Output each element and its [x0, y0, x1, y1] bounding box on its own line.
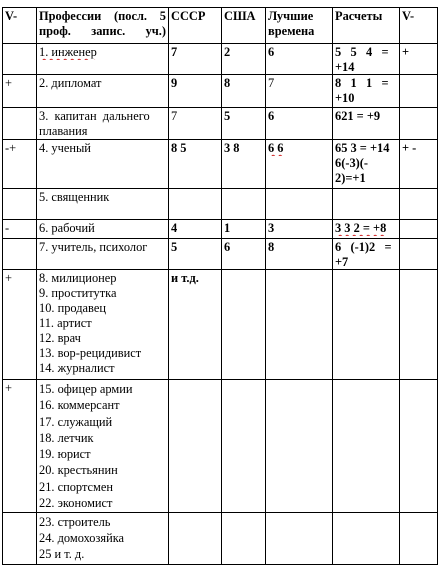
mark-cell: - — [5, 221, 10, 235]
table-border — [399, 7, 400, 565]
list-item: 8. милиционер — [39, 271, 117, 285]
table-border — [2, 564, 438, 565]
list-item: 11. артист — [39, 316, 92, 330]
calc-cell — [333, 45, 399, 75]
right-mark-cell: + — [402, 45, 410, 59]
calc-line: 6(-3)(- — [335, 156, 369, 170]
ussr-cell: 7 — [171, 45, 178, 59]
survey-table — [2, 7, 438, 565]
list-item: 17. служащий — [39, 414, 113, 429]
profession-list — [37, 381, 168, 511]
best-times-cell: 3 — [268, 221, 275, 235]
header-calculations: Расчеты — [335, 9, 383, 23]
best-times-cell: 8 — [268, 240, 275, 254]
profession-cell: 6. рабочий — [39, 221, 95, 235]
header-usa: США — [224, 9, 256, 23]
table-border — [2, 219, 438, 220]
calc-line: 65 3 = +14 — [335, 141, 390, 155]
list-item: 18. летчик — [39, 430, 94, 445]
list-item: 23. строитель — [39, 515, 111, 529]
mark-cell: -+ — [5, 141, 17, 155]
calc-line: 2)=+1 — [335, 171, 366, 185]
list-item: 14. журналист — [39, 361, 115, 375]
calc-line: +7 — [335, 255, 349, 269]
table-border — [2, 512, 438, 513]
calc-cell — [333, 240, 399, 270]
list-item: 25 и т. д. — [39, 547, 85, 561]
calc-line: +14 — [335, 60, 355, 74]
header-v-minus-left: V- — [5, 9, 18, 23]
mark-cell: + — [5, 271, 12, 285]
usa-cell: 3 8 — [224, 141, 240, 155]
list-item: 22. экономист — [39, 496, 113, 511]
ussr-cell: 4 — [171, 221, 178, 235]
profession-cell: 7. учитель, психолог — [39, 240, 148, 254]
header-profession: Профессии (посл. 5 проф. запис. уч.) — [39, 9, 166, 38]
profession-line: плавания — [39, 124, 88, 138]
mark-cell: + — [5, 76, 12, 90]
calc-line: 5 5 4 = — [335, 45, 389, 59]
table-border — [2, 43, 438, 44]
header-best-times: Лучшие времена — [268, 9, 315, 38]
best-times-cell: 6 — [268, 45, 275, 59]
calc-cell — [333, 76, 399, 106]
usa-cell: 5 — [224, 109, 231, 123]
profession-line: 3. капитан дальнего — [39, 109, 150, 123]
best-times-cell: 6 6 — [268, 141, 284, 155]
list-item: 12. врач — [39, 331, 81, 345]
calc-line: 6 (-1)2 = — [335, 240, 392, 254]
calc-line: +10 — [335, 91, 355, 105]
usa-cell: 1 — [224, 221, 231, 235]
ussr-cell: 5 — [171, 240, 178, 254]
usa-cell: 2 — [224, 45, 231, 59]
list-item: 9. проститутка — [39, 286, 117, 300]
ussr-cell: и т.д. — [171, 271, 199, 285]
profession-list — [37, 514, 168, 562]
ussr-cell: 8 5 — [171, 141, 187, 155]
profession-cell: 5. священник — [39, 190, 110, 204]
best-times-cell: 7 — [268, 76, 275, 90]
usa-cell: 6 — [224, 240, 231, 254]
list-item: 15. офицер армии — [39, 382, 133, 396]
list-item: 19. юрист — [39, 447, 91, 462]
ussr-cell: 9 — [171, 76, 178, 90]
mark-cell: + — [5, 381, 12, 395]
profession-cell: 2. дипломат — [39, 76, 102, 90]
profession-cell: 4. ученый — [39, 141, 91, 155]
calc-cell — [333, 141, 399, 186]
usa-cell: 8 — [224, 76, 231, 90]
table-border — [2, 238, 438, 239]
table-border — [437, 7, 438, 565]
list-item: 13. вор-рецидивист — [39, 346, 142, 360]
ussr-cell: 7 — [171, 109, 178, 123]
profession-cell — [37, 109, 168, 139]
table-border — [2, 379, 438, 380]
right-mark-cell: + - — [402, 141, 417, 155]
list-item: 24. домохозяйка — [39, 531, 125, 545]
header-ussr: СССР — [171, 9, 206, 23]
table-border — [2, 7, 438, 8]
list-item: 10. продавец — [39, 301, 106, 315]
list-item: 16. коммерсант — [39, 398, 120, 413]
profession-cell: 1. инженер — [39, 45, 97, 59]
profession-list — [37, 271, 168, 376]
calc-cell: 621 = +9 — [335, 109, 381, 123]
best-times-cell: 6 — [268, 109, 275, 123]
calc-cell: 3 3 2 = +8 — [335, 221, 387, 235]
table-border — [2, 139, 438, 140]
header-v-minus-right: V- — [402, 9, 415, 23]
table-border — [2, 188, 438, 189]
list-item: 21. спортсмен — [39, 479, 113, 494]
list-item: 20. крестьянин — [39, 463, 118, 478]
table-border — [2, 107, 438, 108]
calc-line: 8 1 1 = — [335, 76, 389, 90]
